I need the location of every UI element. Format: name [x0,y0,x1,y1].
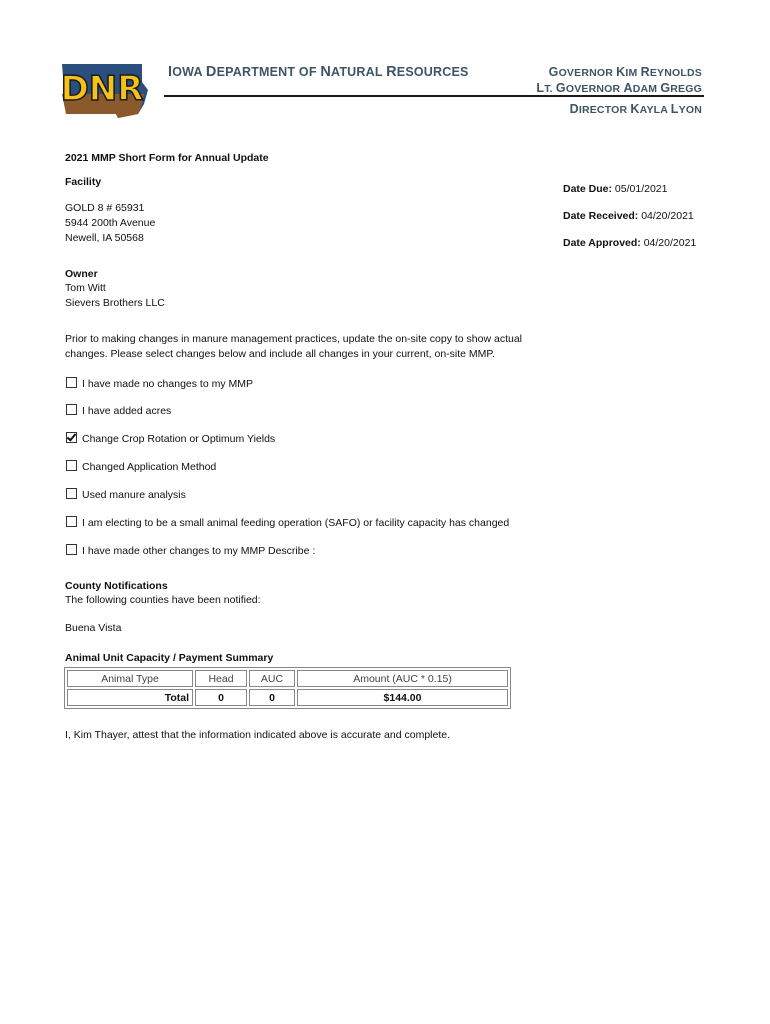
owner-line: Sievers Brothers LLC [65,297,165,309]
official-part: T. [544,83,556,95]
owner-label: Owner [65,268,98,280]
date-due [563,182,667,197]
total-head: 0 [195,689,247,706]
option-safo[interactable] [66,516,509,531]
instructions-line: changes. Please select changes below and include all changes in your current, on-site MMP. [65,348,495,360]
agency-name [168,64,469,80]
director [570,102,702,116]
header-head: Head [195,670,247,687]
option-label: I have added acres [82,405,172,417]
auc-label: Animal Unit Capacity / Payment Summary [65,652,274,664]
option-other-changes[interactable] [66,544,315,559]
option-label: Change Crop Rotation or Optimum Yields [82,433,276,445]
county-intro: The following counties have been notified: [65,594,261,606]
agency-name-part: N [320,64,332,80]
official-part: IRECTOR [578,104,631,116]
official-part: R [640,65,650,79]
agency-name-part: EPARTMENT OF [216,65,321,79]
total-label: Total [67,689,193,706]
form-title: 2021 MMP Short Form for Annual Update [65,152,269,164]
attestation: I, Kim Thayer, attest that the information indicated above is accurate and complete. [65,729,451,741]
agency-name-part: ATURAL [331,65,387,79]
checkbox[interactable] [66,460,77,471]
governor [549,65,702,79]
official-part: AYLA [639,104,671,116]
official-part: A [623,81,633,95]
official-part: DAM [632,83,661,95]
official-part: L [670,102,679,116]
official-part: G [660,81,671,95]
official-part: OVERNOR [565,83,624,95]
date-due-value: 05/01/2021 [612,183,668,195]
agency-name-part: OWA [172,65,206,79]
total-amount: $144.00 [297,689,508,706]
official-part: K [630,102,640,116]
date-received-label: Date Received: [563,210,639,222]
agency-name-part: ESOURCES [396,65,469,79]
date-received [563,209,694,224]
checkbox[interactable] [66,432,77,443]
official-part: G [548,65,559,79]
checkbox[interactable] [66,544,77,555]
county-label: County Notifications [65,580,168,592]
facility-line: 5944 200th Avenue [65,217,156,229]
header-amount: Amount (AUC * 0.15) [297,670,508,687]
checkbox[interactable] [66,377,77,388]
table-header-row [67,670,508,687]
agency-name-part: R [386,64,397,80]
agency-name-part: I [168,64,173,80]
option-manure-analysis[interactable] [66,488,186,503]
county-value: Buena Vista [65,622,122,634]
date-due-label: Date Due: [563,183,613,195]
official-part: REGG [670,83,702,95]
date-approved-value: 04/20/2021 [640,237,697,249]
official-part: K [616,65,626,79]
facility-label: Facility [65,176,102,188]
date-received-value: 04/20/2021 [638,210,694,222]
facility-line: Newell, IA 50568 [65,232,144,244]
instructions-line: Prior to making changes in manure management practices, update the on-site copy to show actual [65,333,523,345]
official-part: G [555,81,566,95]
option-crop-rotation[interactable] [66,432,275,447]
owner-line: Tom Witt [65,282,106,294]
option-label: Changed Application Method [82,461,217,473]
dnr-logo [58,60,152,122]
official-part: L [536,81,545,95]
table-row [67,689,508,706]
header-auc: AUC [249,670,295,687]
date-approved [563,236,696,251]
option-application-method[interactable] [66,460,216,475]
checkbox[interactable] [66,516,77,527]
official-part: OVERNOR [558,67,617,79]
facility-line: GOLD 8 # 65931 [65,202,145,214]
agency-name-part: D [205,64,217,80]
date-approved-label: Date Approved: [563,237,641,249]
checkbox[interactable] [66,404,77,415]
official-part: EYNOLDS [649,67,702,79]
official-part: IM [625,67,641,79]
option-label: I have made other changes to my MMP Describe : [82,545,316,557]
logo-text: DNR [60,69,144,109]
option-added-acres[interactable] [66,404,171,419]
header-animal-type: Animal Type [67,670,193,687]
total-auc: 0 [249,689,295,706]
option-no-changes[interactable] [66,377,253,392]
auc-table [64,667,511,709]
option-label: I am electing to be a small animal feeding operation (SAFO) or facility capacity has changed [82,517,510,529]
option-label: I have made no changes to my MMP [82,378,253,390]
lt-governor [536,81,702,95]
header-rule [164,95,704,97]
official-part: YON [678,104,702,116]
option-label: Used manure analysis [82,489,186,501]
checkbox[interactable] [66,488,77,499]
official-part: D [569,102,579,116]
